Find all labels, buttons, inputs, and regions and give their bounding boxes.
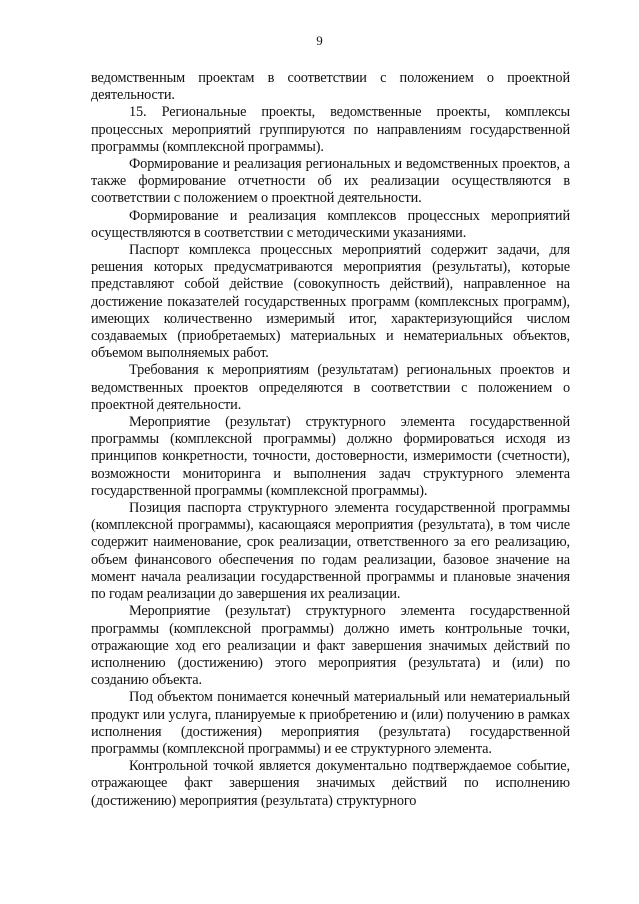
paragraph: Под объектом понимается конечный материальный или нематериальный продукт или услуга, планируемые к приобретению и (или) получению в рамках исполнения (достижения) мероприятия (результата) государственной программы (комплексной программы) и ее структурного элемента. — [91, 689, 570, 757]
page-number: 9 — [316, 33, 323, 48]
paragraph: Формирование и реализация комплексов процессных мероприятий осуществляются в соответствии с методическими указаниями. — [91, 207, 570, 241]
paragraph: Контрольной точкой является документально подтверждаемое событие, отражающее факт завершения значимых действий по исполнению (достижению) мероприятия (результата) структурного — [91, 758, 570, 809]
paragraph-item-15: 15. Региональные проекты, ведомственные проекты, комплексы процессных мероприятий группируются по направлениям государственной программы (комплексной программы). — [91, 104, 570, 155]
paragraph-continuation: ведомственным проектам в соответствии с положением о проектной деятельности. — [91, 70, 570, 104]
paragraph: Мероприятие (результат) структурного элемента государственной программы (комплексной программы) должно иметь контрольные точки, отражающие ход его реализации и факт завершения значимых действий по исполнению (достижению) этого мероприятия (результата) и (или) по созданию объекта. — [91, 603, 570, 689]
paragraph: Позиция паспорта структурного элемента государственной программы (комплексной программы), касающаяся мероприятия (результата), в том числе содержит наименование, срок реализации, ответственного за его реализацию, объем финансового обеспечения по годам реализации, базовое значение на момент начала реализации государственной программы и плановые значения по годам реализации до завершения их реализации. — [91, 500, 570, 603]
paragraph: Формирование и реализация региональных и ведомственных проектов, а также формирование отчетности об их реализации осуществляются в соответствии с положением о проектной деятельности. — [91, 156, 570, 207]
paragraph: Паспорт комплекса процессных мероприятий содержит задачи, для решения которых предусматриваются мероприятия (результаты), которые представляют собой действие (совокупность действий), направленное на достижение показателей государственных программ (комплексных программ), имеющих количественно измеримый итог, характеризующийся числом создаваемых (приобретаемых) материальных и нематериальных объектов, объемом выполняемых работ. — [91, 242, 570, 362]
paragraph: Требования к мероприятиям (результатам) региональных проектов и ведомственных проектов определяются в соответствии с положением о проектной деятельности. — [91, 362, 570, 413]
paragraph: Мероприятие (результат) структурного элемента государственной программы (комплексной программы) должно формироваться исходя из принципов конкретности, точности, достоверности, измеримости (счетности), возможности мониторинга и выполнения задач структурного элемента государственной программы (комплексной программы). — [91, 414, 570, 499]
document-body — [91, 70, 570, 810]
